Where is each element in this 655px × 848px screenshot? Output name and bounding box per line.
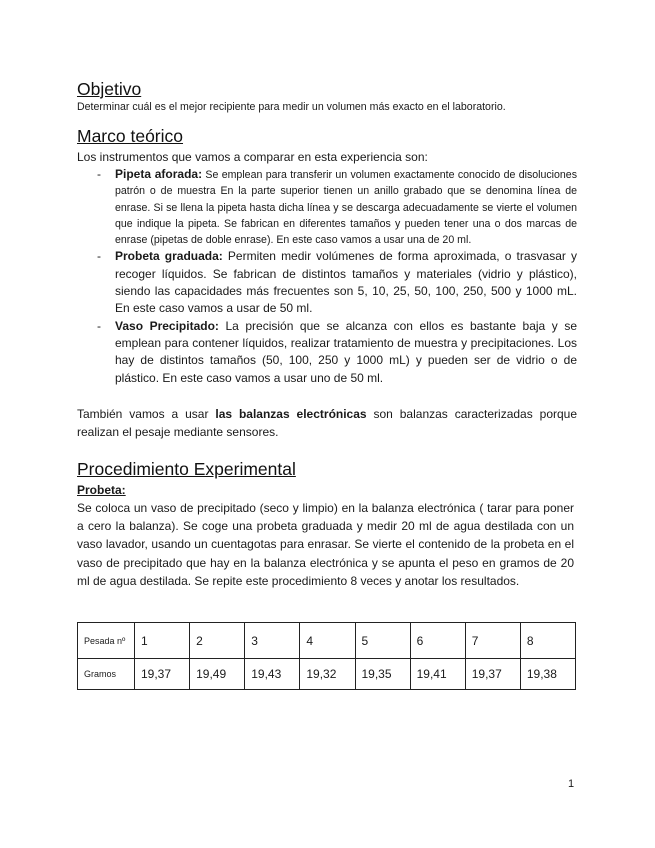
table-cell: 19,49 [190, 659, 245, 690]
table-cell: 3 [245, 623, 300, 659]
table-cell: 19,41 [410, 659, 465, 690]
pesada-label: Pesada nº [78, 623, 135, 659]
table-row-pesada [78, 623, 576, 659]
page-number: 1 [568, 778, 575, 790]
table-row-gramos [78, 659, 576, 690]
instrument-list [77, 166, 577, 387]
table-cell: 19,38 [520, 659, 575, 690]
term-vaso: Vaso Precipitado: [115, 318, 219, 333]
balanzas-paragraph [77, 405, 577, 441]
list-item-vaso [77, 318, 577, 387]
probeta-subheading: Probeta: [77, 483, 126, 497]
list-item-pipeta [77, 166, 577, 248]
balanzas-pre: También vamos a usar [77, 407, 216, 421]
procedimiento-heading: Procedimiento Experimental [77, 459, 296, 479]
table-cell: 2 [190, 623, 245, 659]
term-pipeta: Pipeta aforada: [115, 167, 203, 181]
table-cell: 4 [300, 623, 355, 659]
balanzas-post: son balanzas caracterizadas porque realizan el pesaje mediante sensores. [77, 407, 578, 439]
table-cell: 19,32 [300, 659, 355, 690]
marco-heading: Marco teórico [77, 126, 184, 146]
list-dash: - [97, 249, 101, 264]
text-vaso: La precisión que se alcanza con ellos es bastante baja y se emplean para contener líquidos, realizar tratamiento de muestra y precipitaciones. Los hay de distintos tamaños (50, 100, 250 y 1000 mL) y pueden ser de vidrio o de plástico. En este caso vamos a usar uno de 50 ml. [115, 318, 577, 385]
term-probeta: Probeta graduada: [115, 249, 223, 264]
table-cell: 19,43 [245, 659, 300, 690]
table-cell: 6 [410, 623, 465, 659]
table-cell: 19,35 [355, 659, 410, 690]
list-item-probeta [77, 248, 577, 317]
balanzas-bold: las balanzas electrónicas [215, 407, 367, 421]
table-cell: 19,37 [135, 659, 190, 690]
procedimiento-text: Se coloca un vaso de precipitado (seco y limpio) en la balanza electrónica ( tarar para poner a cero la balanza). Se coge una probeta graduada y medir 20 ml de agua destilada con un vaso lavador, usando un cuentagotas para enrasar. Se vierte el contenido de la probeta en el vaso de precipitado que hay en la balanza electrónica y se apunta el peso en gramos de 20 ml de agua destilada. Se repite este procedimiento 8 veces y anotar los resultados. [77, 501, 574, 588]
table-cell: 5 [355, 623, 410, 659]
gramos-label: Gramos [78, 659, 135, 690]
list-dash: - [97, 318, 101, 333]
marco-intro: Los instrumentos que vamos a comparar en esta experiencia son: [77, 150, 428, 164]
text-pipeta: Se emplean para transferir un volumen exactamente conocido de disoluciones patrón o de muestra En la parte superior tienen un anillo grabado que se denomina línea de enrase. Si se llena la pipeta hasta dicha línea y se descarga adecuadamente se vierte el volumen que indique la pipeta. Se fabrican en diferentes tamaños y pueden tener una o dos marcas de enrase (pipetas de doble enrase). En este caso vamos a usar una de 20 ml. [115, 169, 577, 247]
table-cell: 1 [135, 623, 190, 659]
pesadas-table [77, 622, 576, 690]
text-probeta: Permiten medir volúmenes de forma aproximada, o trasvasar y recoger líquidos. Se fabrican de distintos tamaños y materiales (vidrio y plástico), siendo las capacidades más frecuentes son 5, 10, 25, 50, 100, 250, 500 y 1000 mL. En este caso vamos a usar de 50 ml. [115, 249, 577, 316]
table-cell: 8 [520, 623, 575, 659]
table-cell: 19,37 [465, 659, 520, 690]
list-dash: - [97, 167, 101, 181]
objetivo-text: Determinar cuál es el mejor recipiente para medir un volumen más exacto en el laboratorio. [77, 101, 506, 113]
objetivo-heading: Objetivo [77, 79, 142, 99]
table-cell: 7 [465, 623, 520, 659]
